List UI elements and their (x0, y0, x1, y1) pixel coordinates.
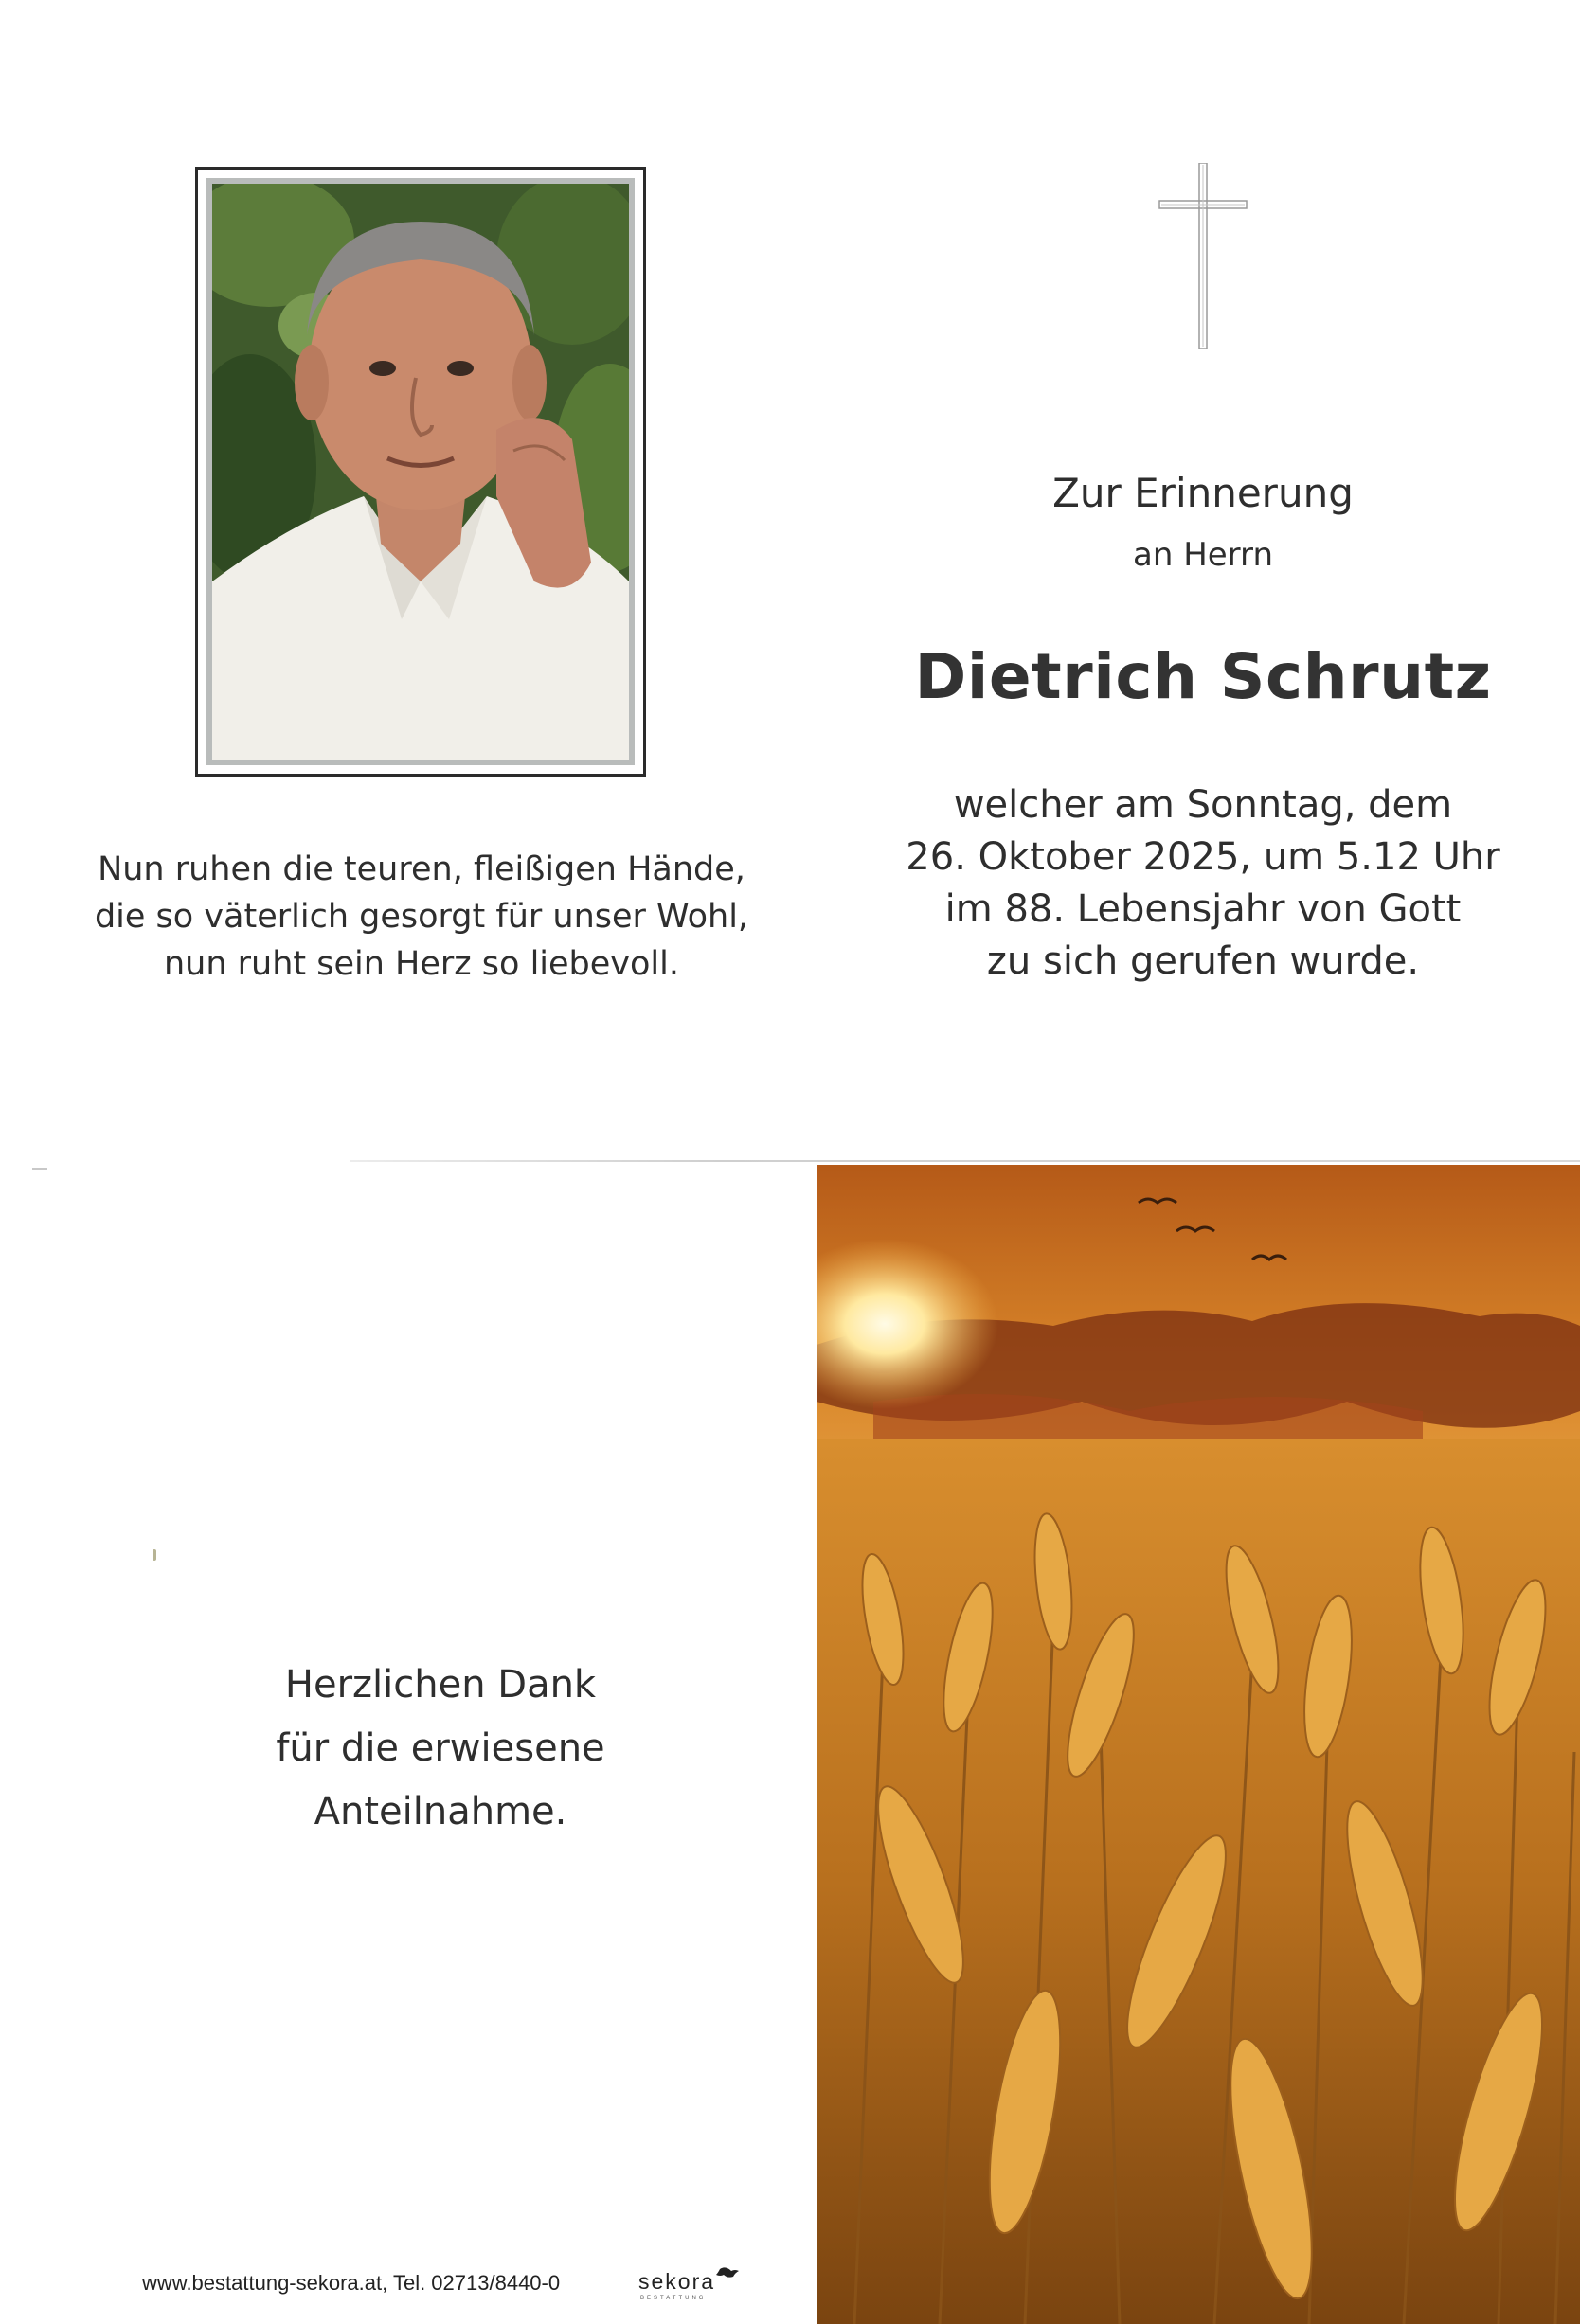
fold-mark (32, 1168, 47, 1170)
funeral-home-contact: www.bestattung-sekora.at, Tel. 02713/8440-0 (142, 2271, 561, 2295)
memorial-verse (57, 846, 786, 988)
thanks-line: für die erwiesene (276, 1726, 605, 1770)
portrait-photo-frame (195, 167, 646, 777)
thanks-line: Anteilnahme. (314, 1790, 567, 1833)
logo-word: sekora (638, 2269, 716, 2294)
wheat-field-illustration (817, 1165, 1580, 2324)
portrait-photo (206, 178, 635, 765)
memorial-heading: Zur Erinnerung (1052, 470, 1354, 516)
paper-speck (153, 1549, 156, 1561)
memorial-salutation: an Herrn (1133, 536, 1273, 574)
verse-line: nun ruht sein Herz so liebevoll. (163, 945, 680, 983)
wheat-sunset-image (817, 1165, 1580, 2324)
thanks-line: Herzlichen Dank (284, 1663, 597, 1707)
footer (142, 2265, 716, 2309)
funeral-home-logo (631, 2265, 745, 2309)
verse-line: Nun ruhen die teuren, fleißigen Hände, (98, 850, 745, 888)
thanks-message (189, 1654, 691, 1844)
death-notice-line: im 88. Lebensjahr von Gott (944, 887, 1462, 931)
portrait-illustration (212, 184, 629, 760)
death-notice-line: zu sich gerufen wurde. (986, 939, 1420, 983)
fold-line (350, 1160, 1580, 1162)
death-notice-line: welcher am Sonntag, dem (953, 783, 1453, 827)
death-notice-line: 26. Oktober 2025, um 5.12 Uhr (906, 835, 1500, 879)
death-notice (881, 779, 1525, 988)
cross-icon (1156, 163, 1250, 349)
deceased-name: Dietrich Schrutz (914, 640, 1492, 713)
logo-tagline: BESTATTUNG (640, 2296, 707, 2301)
verse-line: die so väterlich gesorgt für unser Wohl, (94, 898, 749, 936)
